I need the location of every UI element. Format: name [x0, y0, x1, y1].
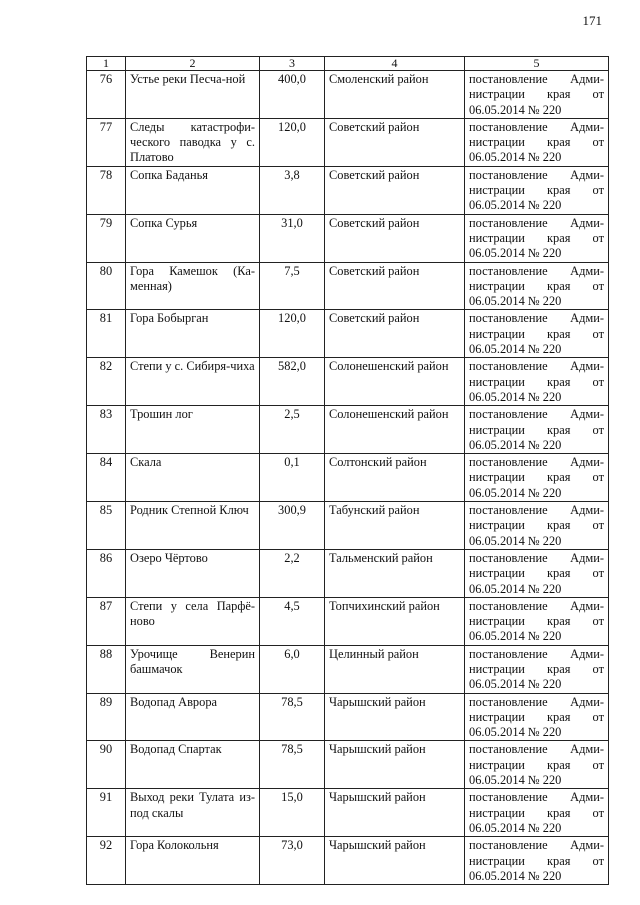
document-doc-line3: 06.05.2014 № 220 — [469, 198, 562, 213]
cell-number: 83 — [87, 406, 126, 454]
cell-document — [465, 454, 609, 502]
document-doc-line3: 06.05.2014 № 220 — [469, 437, 562, 452]
document-doc-line1: постановление Адми- — [469, 407, 604, 422]
document-doc-line3: 06.05.2014 № 220 — [469, 102, 562, 117]
table-row — [87, 310, 609, 358]
column-header-document: 5 — [465, 57, 609, 71]
document-doc-line1: постановление Адми- — [469, 311, 604, 326]
document-doc-line1: постановление Адми- — [469, 455, 604, 470]
cell-district: Чарышский район — [325, 693, 465, 741]
document-doc-line2: нистрации края от — [469, 661, 604, 676]
document-doc-line3: 06.05.2014 № 220 — [469, 773, 562, 788]
document-doc-line2: нистрации края от — [469, 230, 604, 245]
document-doc-line3: 06.05.2014 № 220 — [469, 485, 562, 500]
document-doc-line2: нистрации края от — [469, 135, 604, 150]
cell-name: Озеро Чёртово — [126, 549, 260, 597]
cell-name: Степи у с. Сибиря-чиха — [126, 358, 260, 406]
cell-document — [465, 166, 609, 214]
registry-table — [86, 56, 609, 885]
document-doc-line2: нистрации края от — [469, 853, 604, 868]
cell-document — [465, 549, 609, 597]
table-row — [87, 358, 609, 406]
cell-district: Смоленский район — [325, 71, 465, 119]
table-row — [87, 789, 609, 837]
cell-area: 78,5 — [260, 741, 325, 789]
cell-name: Скала — [126, 454, 260, 502]
table-row — [87, 741, 609, 789]
table-row — [87, 406, 609, 454]
cell-number: 92 — [87, 837, 126, 885]
cell-name: Водопад Аврора — [126, 693, 260, 741]
document-doc-line1: постановление Адми- — [469, 263, 604, 278]
cell-area: 300,9 — [260, 502, 325, 550]
document-doc-line3: 06.05.2014 № 220 — [469, 581, 562, 596]
document-doc-line3: 06.05.2014 № 220 — [469, 725, 562, 740]
cell-district: Солонешенский район — [325, 406, 465, 454]
cell-area: 2,5 — [260, 406, 325, 454]
cell-area: 2,2 — [260, 549, 325, 597]
document-doc-line2: нистрации края от — [469, 566, 604, 581]
document-doc-line2: нистрации края от — [469, 183, 604, 198]
document-doc-line3: 06.05.2014 № 220 — [469, 342, 562, 357]
document-doc-line3: 06.05.2014 № 220 — [469, 868, 562, 883]
document-doc-line2: нистрации края от — [469, 757, 604, 772]
cell-district: Чарышский район — [325, 741, 465, 789]
cell-document — [465, 502, 609, 550]
document-doc-line2: нистрации края от — [469, 518, 604, 533]
cell-document — [465, 406, 609, 454]
document-doc-line1: постановление Адми- — [469, 838, 604, 853]
document-doc-line1: постановление Адми- — [469, 215, 604, 230]
cell-district: Солонешенский район — [325, 358, 465, 406]
column-header-area: 3 — [260, 57, 325, 71]
cell-number: 76 — [87, 71, 126, 119]
cell-district: Топчихинский район — [325, 597, 465, 645]
cell-district: Чарышский район — [325, 789, 465, 837]
cell-area: 582,0 — [260, 358, 325, 406]
cell-district: Табунский район — [325, 502, 465, 550]
cell-document — [465, 262, 609, 310]
document-doc-line1: постановление Адми- — [469, 550, 604, 565]
table-row — [87, 71, 609, 119]
document-doc-line1: постановление Адми- — [469, 598, 604, 613]
cell-area: 400,0 — [260, 71, 325, 119]
document-doc-line2: нистрации края от — [469, 709, 604, 724]
cell-area: 4,5 — [260, 597, 325, 645]
cell-area: 6,0 — [260, 645, 325, 693]
cell-area: 31,0 — [260, 214, 325, 262]
table-row — [87, 454, 609, 502]
document-doc-line1: постановление Адми- — [469, 359, 604, 374]
cell-area: 7,5 — [260, 262, 325, 310]
column-header-name: 2 — [126, 57, 260, 71]
cell-district: Тальменский район — [325, 549, 465, 597]
cell-document — [465, 358, 609, 406]
cell-name: Трошин лог — [126, 406, 260, 454]
column-header-number: 1 — [87, 57, 126, 71]
table-row — [87, 166, 609, 214]
document-doc-line1: постановление Адми- — [469, 790, 604, 805]
cell-document — [465, 118, 609, 166]
cell-number: 82 — [87, 358, 126, 406]
cell-district: Солтонский район — [325, 454, 465, 502]
cell-area: 78,5 — [260, 693, 325, 741]
cell-document — [465, 645, 609, 693]
cell-number: 89 — [87, 693, 126, 741]
cell-name: Устье реки Песча-ной — [126, 71, 260, 119]
cell-name: Водопад Спартак — [126, 741, 260, 789]
document-doc-line1: постановление Адми- — [469, 503, 604, 518]
cell-number: 88 — [87, 645, 126, 693]
cell-number: 85 — [87, 502, 126, 550]
table-row — [87, 262, 609, 310]
cell-number: 79 — [87, 214, 126, 262]
cell-area: 120,0 — [260, 118, 325, 166]
cell-number: 77 — [87, 118, 126, 166]
document-doc-line2: нистрации края от — [469, 805, 604, 820]
cell-district: Советский район — [325, 214, 465, 262]
cell-area: 3,8 — [260, 166, 325, 214]
page-number: 171 — [582, 13, 602, 28]
cell-name: Родник Степной Ключ — [126, 502, 260, 550]
document-doc-line3: 06.05.2014 № 220 — [469, 294, 562, 309]
cell-name: Выход реки Тулата из-под скалы — [126, 789, 260, 837]
cell-area: 0,1 — [260, 454, 325, 502]
cell-document — [465, 214, 609, 262]
document-doc-line1: постановление Адми- — [469, 119, 604, 134]
document-doc-line3: 06.05.2014 № 220 — [469, 533, 562, 548]
cell-number: 78 — [87, 166, 126, 214]
cell-name: Гора Колокольня — [126, 837, 260, 885]
document-doc-line2: нистрации края от — [469, 326, 604, 341]
cell-name: Следы катастрофи-ческого паводка у с. Платово — [126, 118, 260, 166]
document-doc-line2: нистрации края от — [469, 614, 604, 629]
cell-district: Советский район — [325, 166, 465, 214]
document-doc-line1: постановление Адми- — [469, 646, 604, 661]
cell-district: Советский район — [325, 310, 465, 358]
document-doc-line1: постановление Адми- — [469, 167, 604, 182]
cell-number: 91 — [87, 789, 126, 837]
table-body — [87, 71, 609, 885]
document-doc-line3: 06.05.2014 № 220 — [469, 820, 562, 835]
document-doc-line2: нистрации края от — [469, 374, 604, 389]
cell-name: Гора Камешок (Ка-менная) — [126, 262, 260, 310]
cell-number: 84 — [87, 454, 126, 502]
document-doc-line2: нистрации края от — [469, 422, 604, 437]
cell-document — [465, 310, 609, 358]
cell-document — [465, 741, 609, 789]
cell-number: 87 — [87, 597, 126, 645]
table-row — [87, 118, 609, 166]
document-doc-line3: 06.05.2014 № 220 — [469, 677, 562, 692]
table-row — [87, 597, 609, 645]
table-row — [87, 645, 609, 693]
document-doc-line3: 06.05.2014 № 220 — [469, 246, 562, 261]
document-doc-line3: 06.05.2014 № 220 — [469, 150, 562, 165]
table-row — [87, 693, 609, 741]
table-row — [87, 214, 609, 262]
cell-number: 90 — [87, 741, 126, 789]
document-doc-line2: нистрации края от — [469, 470, 604, 485]
cell-district: Советский район — [325, 118, 465, 166]
cell-document — [465, 71, 609, 119]
cell-name: Сопка Баданья — [126, 166, 260, 214]
table-header-row — [87, 57, 609, 71]
table-row — [87, 549, 609, 597]
cell-name: Сопка Сурья — [126, 214, 260, 262]
document-doc-line3: 06.05.2014 № 220 — [469, 389, 562, 404]
cell-number: 81 — [87, 310, 126, 358]
cell-area: 120,0 — [260, 310, 325, 358]
table-row — [87, 837, 609, 885]
cell-name: Степи у села Парфё-ново — [126, 597, 260, 645]
cell-district: Целинный район — [325, 645, 465, 693]
document-doc-line2: нистрации края от — [469, 278, 604, 293]
document-doc-line1: постановление Адми- — [469, 72, 604, 86]
cell-number: 86 — [87, 549, 126, 597]
cell-name: Урочище Венерин башмачок — [126, 645, 260, 693]
cell-number: 80 — [87, 262, 126, 310]
document-doc-line1: постановление Адми- — [469, 742, 604, 757]
column-header-district: 4 — [325, 57, 465, 71]
cell-district: Чарышский район — [325, 837, 465, 885]
cell-document — [465, 789, 609, 837]
document-doc-line1: постановление Адми- — [469, 694, 604, 709]
cell-district: Советский район — [325, 262, 465, 310]
document-doc-line2: нистрации края от — [469, 87, 604, 102]
table-row — [87, 502, 609, 550]
cell-name: Гора Бобырган — [126, 310, 260, 358]
cell-area: 15,0 — [260, 789, 325, 837]
cell-document — [465, 693, 609, 741]
document-doc-line3: 06.05.2014 № 220 — [469, 629, 562, 644]
cell-document — [465, 597, 609, 645]
cell-document — [465, 837, 609, 885]
cell-area: 73,0 — [260, 837, 325, 885]
